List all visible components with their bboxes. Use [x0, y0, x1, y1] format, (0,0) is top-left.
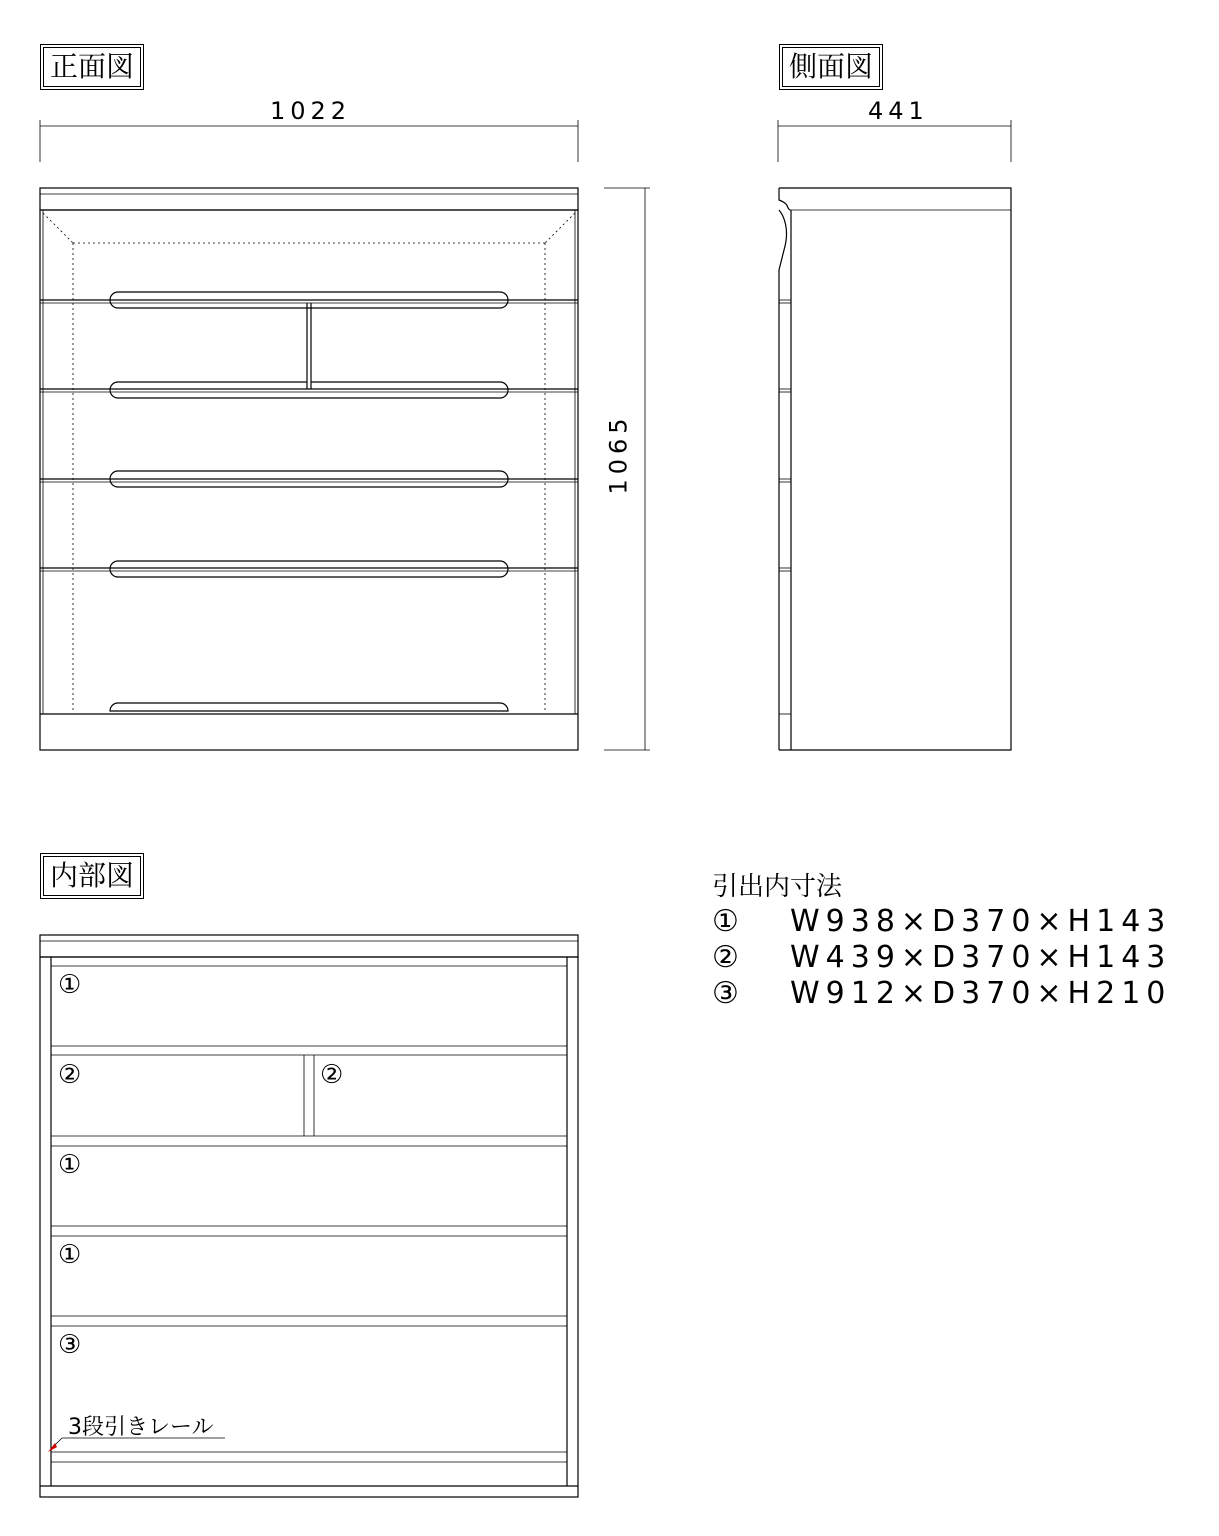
spec-mark: ②: [712, 940, 745, 975]
slot-label: ①: [58, 1240, 82, 1270]
rail-note: 3段引きレール: [68, 1415, 214, 1440]
width-dimension-label: 1022: [270, 97, 352, 125]
front-view-title: 正面図: [40, 44, 144, 90]
depth-dimension-label: 441: [868, 97, 929, 125]
interior-view-title: 内部図: [40, 853, 144, 899]
slot-label: ①: [58, 970, 82, 1000]
slot-label: ②: [58, 1060, 82, 1090]
spec-value: W912×D370×H210: [790, 976, 1172, 1011]
side-view-title: 側面図: [779, 44, 883, 90]
spec-value: W938×D370×H143: [790, 904, 1172, 939]
front-view-drawing: [40, 120, 650, 750]
drawer-spec-row: [712, 904, 1171, 940]
spec-mark: ③: [712, 976, 745, 1011]
slot-label: ①: [58, 1150, 82, 1180]
spec-value: W439×D370×H143: [790, 940, 1172, 975]
side-view-drawing: [778, 120, 1011, 750]
slot-label: ②: [320, 1060, 344, 1090]
slot-label: ③: [58, 1330, 82, 1360]
spec-mark: ①: [712, 904, 745, 939]
height-dimension-label: 1065: [604, 413, 633, 495]
drawer-spec-row: [712, 976, 1171, 1012]
drawer-dimensions-title: 引出内寸法: [712, 872, 843, 902]
drawer-spec-row: [712, 940, 1171, 976]
